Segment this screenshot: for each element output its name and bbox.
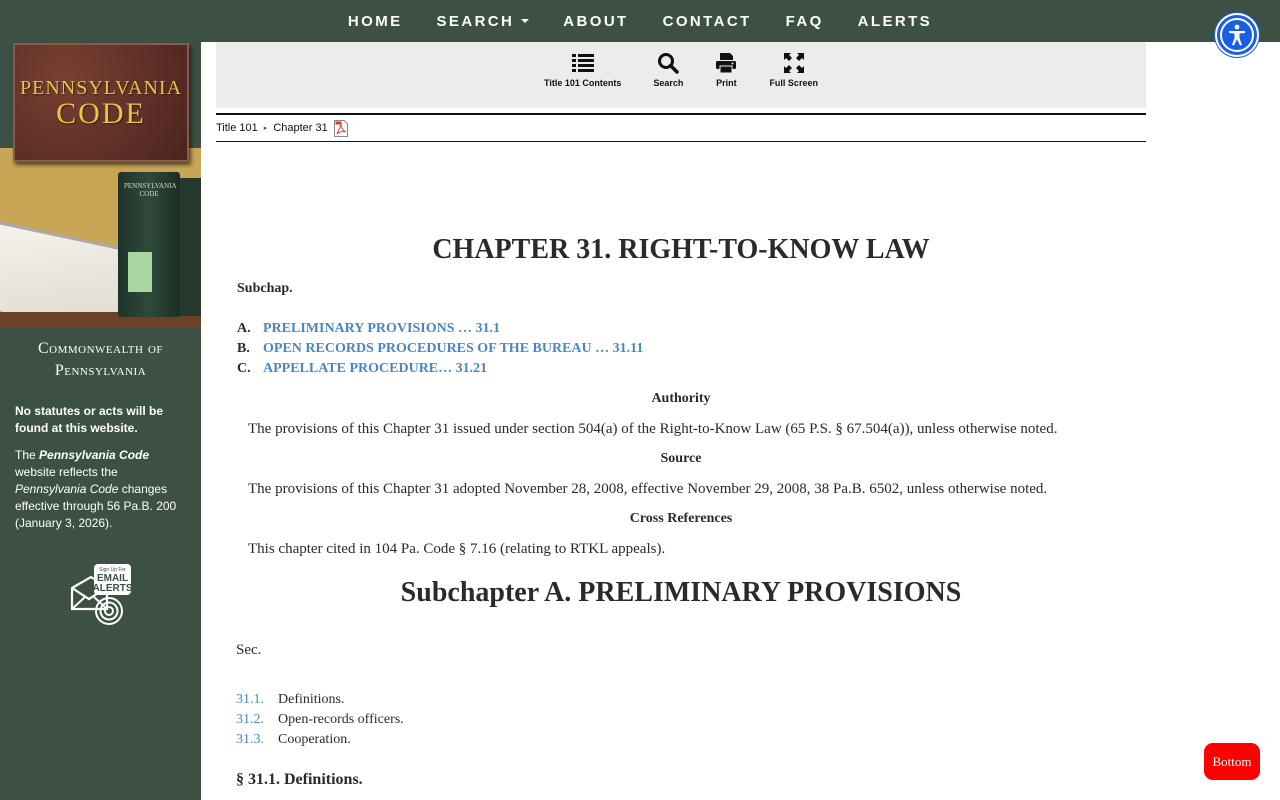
print-icon: [715, 52, 737, 74]
nav-label: HOME: [347, 12, 403, 30]
notice-italic: Pennsylvania Code: [15, 482, 119, 496]
nav-item-about[interactable]: [546, 13, 645, 30]
caret-down-icon: [521, 19, 529, 23]
search-button[interactable]: [637, 52, 699, 88]
nav-label: FAQ: [785, 12, 824, 30]
subchapter-link-c[interactable]: APPELLATE PROCEDURE… 31.21: [263, 361, 488, 376]
section-heading: § 31.1. Definitions.: [236, 771, 363, 788]
logo-plaque: [13, 43, 189, 162]
nav-item-contact[interactable]: [646, 13, 769, 30]
toolbar-label: Full Screen: [769, 78, 818, 88]
section-link-31-1[interactable]: 31.1.: [236, 692, 264, 707]
statutes-notice: No statutes or acts will be found at this website.: [15, 404, 164, 435]
nav-label: ABOUT: [563, 12, 629, 30]
subchapter-list-item: [237, 321, 500, 337]
subchap-label: Subchap.: [237, 281, 293, 296]
subchapter-letter: B.: [237, 341, 250, 356]
book-spine-text: PENNSYLVANIA CODE: [124, 182, 177, 198]
subchapter-link-b[interactable]: OPEN RECORDS PROCEDURES OF THE BUREAU … 31.11: [263, 341, 644, 356]
notice-text: The: [15, 448, 40, 462]
notice-text: changes effective through 56 Pa.B. 200 (January 3, 2026).: [15, 482, 177, 530]
pennsylvania-code-logo[interactable]: [0, 42, 201, 328]
nav-label: ALERTS: [857, 12, 933, 30]
toolbar-label: Print: [716, 78, 737, 88]
nav-item-home[interactable]: [331, 13, 420, 30]
toolbar-label: Search: [653, 78, 684, 88]
breadcrumb-title-101[interactable]: Title 101: [216, 122, 258, 134]
book-label: [128, 252, 152, 292]
commonwealth-line2: Pennsylvania: [54, 362, 147, 379]
section-title: Open-records officers.: [278, 712, 404, 727]
nav-item-faq[interactable]: [769, 13, 841, 30]
sec-label: Sec.: [236, 642, 262, 658]
source-text: The provisions of this Chapter 31 adopted November 28, 2008, effective November 29, 2008, 38 Pa.B. 6502, unless otherwise noted.: [248, 481, 1048, 497]
nav-label: CONTACT: [662, 12, 752, 30]
sidebar: [0, 42, 201, 800]
top-navigation: [0, 0, 1280, 42]
currency-notice: [15, 447, 190, 532]
section-list-item: [236, 732, 351, 748]
print-button[interactable]: [699, 52, 753, 88]
toolbar-label: Title 101 Contents: [544, 78, 622, 88]
search-icon: [657, 52, 679, 74]
book-back-image: [178, 178, 201, 316]
title-contents-button[interactable]: [528, 52, 637, 88]
cross-references-text: This chapter cited in 104 Pa. Code § 7.16 (relating to RTKL appeals).: [248, 541, 666, 557]
subchapter-list-item: [237, 341, 643, 357]
source-heading: Source: [660, 451, 702, 466]
breadcrumb-separator: ▸: [263, 125, 268, 132]
nav-label: SEARCH: [436, 12, 515, 30]
book-image: [118, 172, 180, 317]
subchapter-letter: C.: [237, 361, 251, 376]
section-link-31-2[interactable]: 31.2.: [236, 712, 264, 727]
email-alerts-signup[interactable]: [69, 563, 133, 627]
commonwealth-line1: Commonwealth of: [37, 340, 164, 357]
nav-item-alerts[interactable]: [841, 13, 949, 30]
list-icon: [572, 52, 594, 74]
authority-text: The provisions of this Chapter 31 issued under section 504(a) of the Right-to-Know Law (65 P.S. § 67.504(a)), unless otherwise noted.: [248, 421, 1058, 437]
section-list-item: [236, 692, 345, 708]
email-alerts-line2: ALERTS: [92, 583, 133, 594]
document-toolbar: [216, 42, 1146, 108]
subchapter-title: Subchapter A. PRELIMINARY PROVISIONS: [400, 577, 962, 608]
scroll-bottom-button[interactable]: Bottom: [1204, 743, 1260, 780]
logo-text-line2: CODE: [56, 96, 146, 130]
full-screen-button[interactable]: [753, 52, 834, 88]
subchapter-link-a[interactable]: PRELIMINARY PROVISIONS … 31.1: [263, 321, 501, 336]
section-title: Definitions.: [278, 692, 345, 707]
email-alerts-small: Sign Up For: [99, 567, 126, 573]
nav-menu: [331, 13, 949, 30]
subchapter-list-item: [237, 361, 487, 377]
email-alerts-line1: EMAIL: [96, 573, 129, 584]
section-list-item: [236, 712, 404, 728]
main-header: [216, 42, 1146, 142]
nav-item-search[interactable]: [420, 13, 547, 30]
authority-heading: Authority: [651, 391, 711, 406]
notice-text: website reflects the: [15, 465, 118, 479]
email-alerts-icon: [69, 563, 133, 627]
accessibility-person-icon: [1220, 18, 1254, 52]
chapter-title: CHAPTER 31. RIGHT-TO-KNOW LAW: [432, 234, 930, 265]
fullscreen-icon: [783, 52, 805, 74]
notice-emphasis: Pennsylvania Code: [39, 448, 150, 462]
subchapter-letter: A.: [237, 321, 251, 336]
breadcrumb: [216, 113, 1146, 142]
logo-text-line1: PENNSYLVANIA: [19, 76, 183, 99]
section-title: Cooperation.: [278, 732, 351, 747]
breadcrumb-chapter-31[interactable]: Chapter 31: [273, 122, 328, 134]
cross-references-heading: Cross References: [629, 511, 733, 526]
accessibility-button[interactable]: [1215, 13, 1259, 57]
pdf-icon[interactable]: [334, 120, 348, 137]
section-link-31-3[interactable]: 31.3.: [236, 732, 264, 747]
commonwealth-heading: [0, 338, 201, 382]
